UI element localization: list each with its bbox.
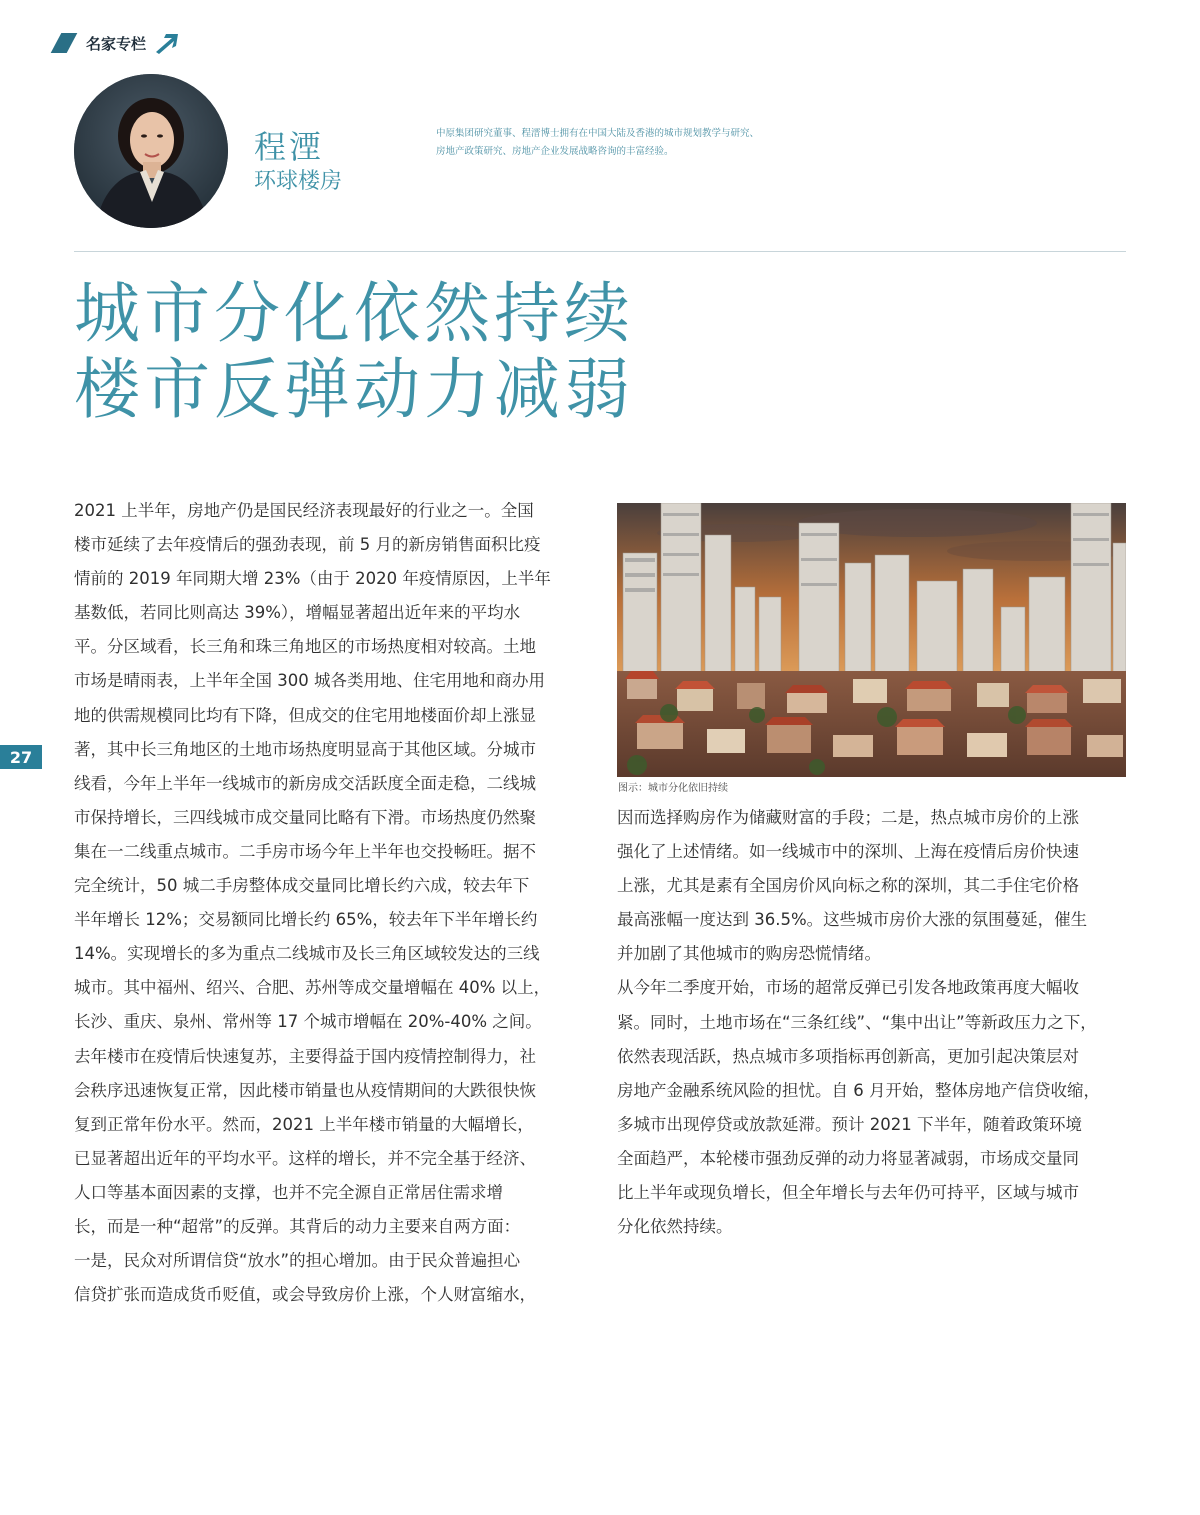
article-text-line: 14%。实现增长的多为重点二线城市及长三角区域较发达的三线 <box>74 944 540 964</box>
article-text-line: 从今年二季度开始，市场的超常反弹已引发各地政策再度大幅收 <box>617 978 1079 998</box>
article-text-line: 已显著超出近年的平均水平。这样的增长，并不完全基于经济、 <box>74 1148 536 1168</box>
article-text-line: 全面趋严，本轮楼市强劲反弹的动力将显著减弱，市场成交量同 <box>617 1148 1079 1168</box>
article-text-line: 因而选择购房作为储藏财富的手段；二是，热点城市房价的上涨 <box>617 808 1079 827</box>
article-text-line: 一是，民众对所谓信贷“放水”的担心增加。由于民众普遍担心 <box>74 1251 521 1271</box>
column-label: 名家专栏 <box>86 34 147 53</box>
article-text-line: 情前的 2019 年同期大增 23%（由于 2020 年疫情原因，上半年 <box>74 569 551 589</box>
article-text-line: 并加剧了其他城市的购房恐慌情绪。 <box>617 944 881 964</box>
column-header <box>56 30 180 56</box>
article-text-line: 上涨，尤其是素有全国房价风向标之称的深圳，其二手住宅价格 <box>617 876 1079 896</box>
article-left-column <box>74 494 584 1312</box>
article-text-line: 最高涨幅一度达到 36.5%。这些城市房价大涨的氛围蔓延，催生 <box>617 910 1088 930</box>
slash-decoration-icon <box>51 33 78 53</box>
author-avatar <box>74 74 228 228</box>
article-text-line: 长沙、重庆、泉州、常州等 17 个城市增幅在 20%-40% 之间。 <box>74 1012 542 1032</box>
photo-caption: 图示：城市分化依旧持续 <box>618 783 728 794</box>
article-text-line: 比上半年或现负增长，但全年增长与去年仍可持平，区域与城市 <box>617 1183 1079 1203</box>
right-paragraph-1 <box>617 801 1127 971</box>
article-text-line: 信贷扩张而造成货币贬值，或会导致房价上涨，个人财富缩水， <box>74 1285 536 1305</box>
author-bio-line: 房地产政策研究、房地产企业发展战略咨询的丰富经验。 <box>436 146 674 157</box>
article-text-line: 紧。同时，土地市场在“三条红线”、“集中出让”等新政压力之下， <box>617 1012 1097 1032</box>
author-bio-line: 中原集团研究董事、程溍博士拥有在中国大陆及香港的城市规划教学与研究、 <box>436 128 760 139</box>
article-text-line: 半年增长 12%；交易额同比增长约 65%，较去年下半年增长约 <box>74 910 538 930</box>
city-skyline-photo <box>617 503 1126 777</box>
title-line-1: 城市分化依然持续 <box>74 275 634 352</box>
author-bio <box>436 125 826 161</box>
article-text-line: 市保持增长，三四线城市成交量同比略有下滑。市场热度仍然聚 <box>74 807 536 827</box>
article-text-line: 依然表现活跃，热点城市多项指标再创新高，更加引起决策层对 <box>617 1046 1079 1066</box>
article-text-line: 线看，今年上半年一线城市的新房成交活跃度全面走稳，二线城 <box>74 773 536 793</box>
article-text-line: 会秩序迅速恢复正常，因此楼市销量也从疫情期间的大跌很快恢 <box>74 1080 536 1100</box>
article-text-line: 去年楼市在疫情后快速复苏，主要得益于国内疫情控制得力，社 <box>74 1046 536 1066</box>
article-text-line: 基数低，若同比则高达 39%），增幅显著超出近年来的平均水 <box>74 603 521 623</box>
article-text-line: 多城市出现停贷或放款延滞。预计 2021 下半年，随着政策环境 <box>617 1114 1082 1134</box>
article-text-line: 市场是晴雨表，上半年全国 300 城各类用地、住宅用地和商办用 <box>74 671 545 691</box>
arrow-up-right-icon <box>154 32 180 54</box>
article-text-line: 分化依然持续。 <box>617 1217 733 1237</box>
author-name: 程湮 <box>254 128 325 166</box>
author-organization: 环球楼房 <box>254 169 343 194</box>
article-text-line: 平。分区域看，长三角和珠三角地区的市场热度相对较高。土地 <box>74 637 536 657</box>
article-text-line: 人口等基本面因素的支撑，也并不完全源自正常居住需求增 <box>74 1182 503 1202</box>
article-text-line: 地的供需规模同比均有下降，但成交的住宅用地楼面价却上涨显 <box>74 705 536 725</box>
article-text-line: 完全统计，50 城二手房整体成交量同比增长约六成，较去年下 <box>74 876 530 896</box>
article-title <box>74 276 634 428</box>
article-text-line: 集在一二线重点城市。二手房市场今年上半年也交投畅旺。据不 <box>74 841 536 861</box>
article-text-line: 2021 上半年，房地产仍是国民经济表现最好的行业之一。全国 <box>74 501 534 520</box>
article-text-line: 房地产金融系统风险的担忧。自 6 月开始，整体房地产信贷收缩， <box>617 1080 1100 1100</box>
page-number: 27 <box>0 745 42 769</box>
article-right-column <box>617 801 1127 1244</box>
article-text-line: 著，其中长三角地区的土地市场热度明显高于其他区域。分城市 <box>74 739 536 759</box>
article-text-line: 楼市延续了去年疫情后的强劲表现，前 5 月的新房销售面积比疫 <box>74 535 541 555</box>
right-paragraph-2 <box>617 971 1127 1244</box>
title-line-2: 楼市反弹动力减弱 <box>74 351 634 428</box>
article-text-line: 长，而是一种“超常”的反弹。其背后的动力主要来自两方面： <box>74 1216 521 1236</box>
article-text-line: 强化了上述情绪。如一线城市中的深圳、上海在疫情后房价快速 <box>617 842 1079 862</box>
article-text-line: 复到正常年份水平。然而，2021 上半年楼市销量的大幅增长， <box>74 1114 534 1134</box>
article-text-line: 城市。其中福州、绍兴、合肥、苏州等成交量增幅在 40% 以上， <box>74 978 551 998</box>
header-divider <box>74 251 1126 252</box>
